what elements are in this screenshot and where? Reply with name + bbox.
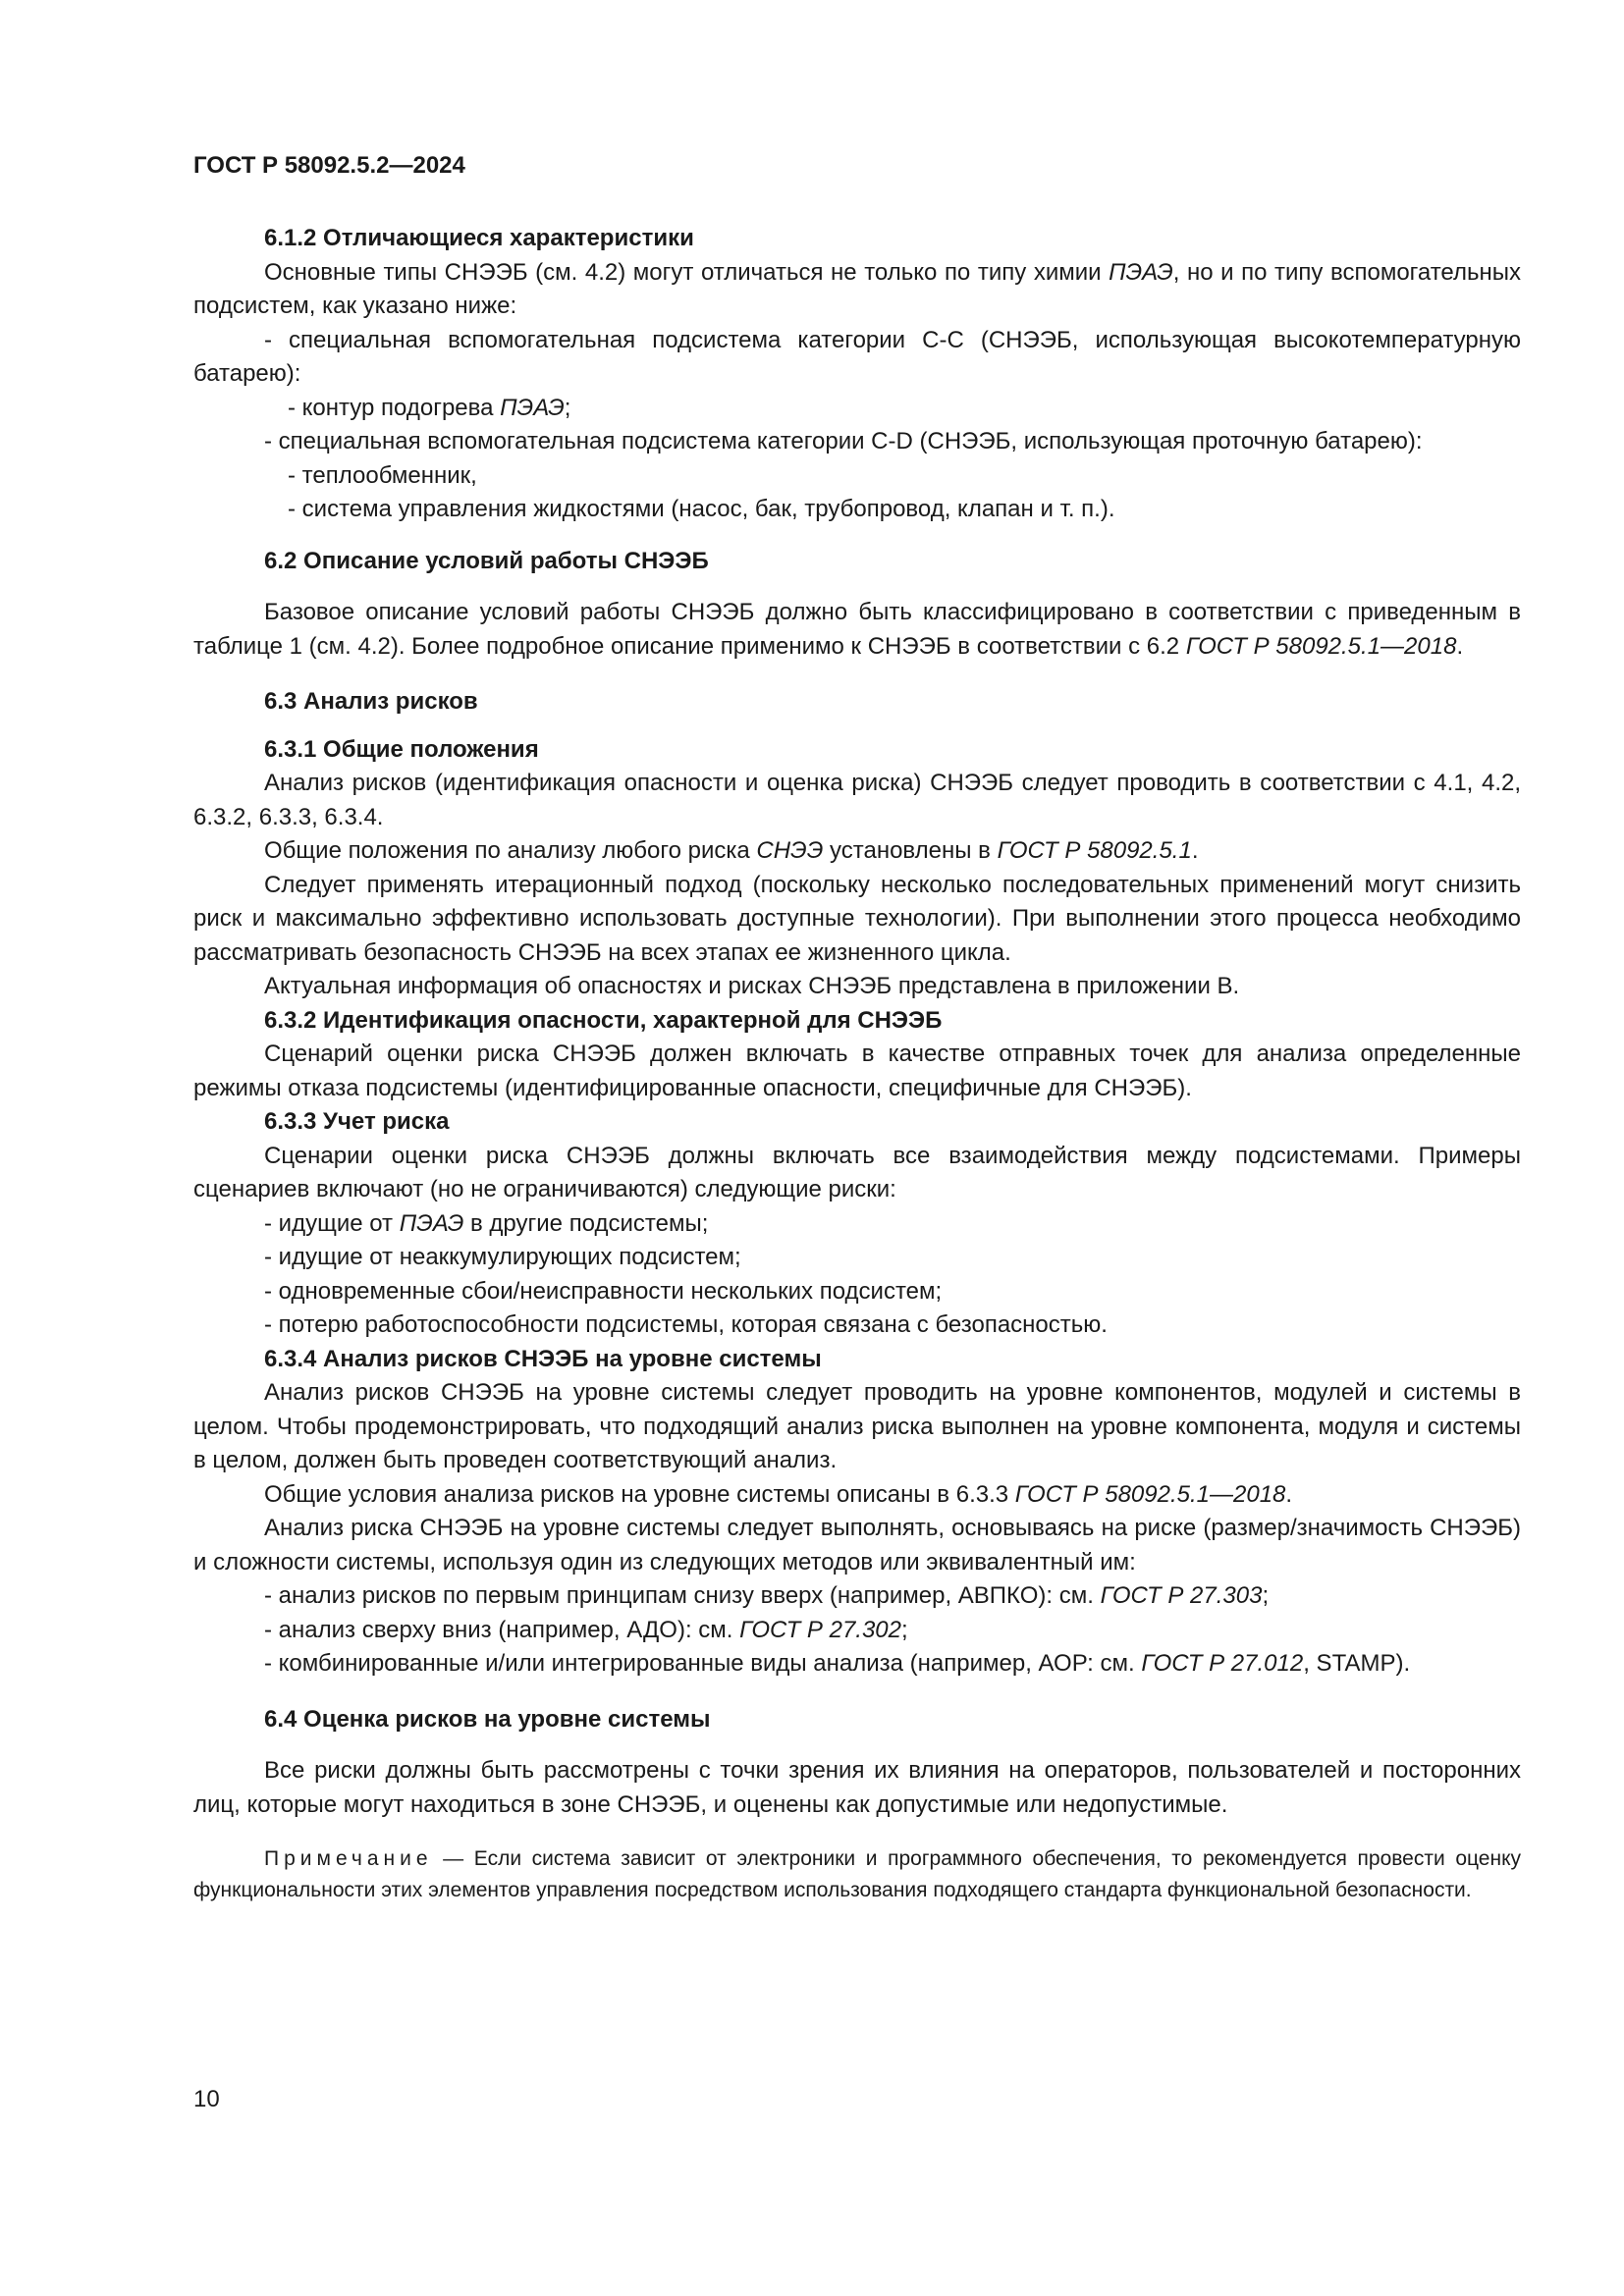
- list-item: - анализ рисков по первым принципам снизу вверх (например, АВПКО): см. ГОСТ Р 27.303;: [264, 1582, 1270, 1609]
- section-heading-6-2: 6.2 Описание условий работы СНЭЭБ: [264, 547, 709, 574]
- document-header: ГОСТ Р 58092.5.2—2024: [193, 152, 465, 179]
- paragraph: Анализ рисков (идентификация опасности и оценка риска) СНЭЭБ следует проводить в соответствии с 4.1, 4.2, 6.3.2, 6.3.3, 6.3.4.: [193, 770, 1521, 830]
- paragraph: Сценарии оценки риска СНЭЭБ должны включать все взаимодействия между подсистемами. Примеры сценариев включают (но не ограничиваются) следующие риски:: [193, 1142, 1521, 1202]
- section-heading-6-3-1: 6.3.1 Общие положения: [264, 735, 539, 763]
- list-item: - потерю работоспособности подсистемы, которая связана с безопасностью.: [264, 1311, 1108, 1338]
- paragraph: Базовое описание условий работы СНЭЭБ должно быть классифицировано в соответствии с приведенным в таблице 1 (см. 4.2). Более подробное описание применимо к СНЭЭБ в соответствии с 6.2 ГОСТ Р 58092.5.1—2018.: [193, 599, 1521, 660]
- list-subitem: - система управления жидкостями (насос, бак, трубопровод, клапан и т. п.).: [288, 496, 1115, 522]
- paragraph: Анализ рисков СНЭЭБ на уровне системы следует проводить на уровне компонентов, модулей и системы в целом. Чтобы продемонстрировать, что подходящий анализ риска выполнен на уровне компонента, модуля и системы в целом, должен быть проведен соответствующий анализ.: [193, 1379, 1521, 1473]
- list-item: - идущие от неаккумулирующих подсистем;: [264, 1244, 741, 1270]
- list-subitem: - контур подогрева ПЭАЭ;: [288, 394, 571, 421]
- paragraph: Сценарий оценки риска СНЭЭБ должен включать в качестве отправных точек для анализа определенные режимы отказа подсистемы (идентифицированные опасности, специфичные для СНЭЭБ).: [193, 1041, 1521, 1101]
- paragraph: Следует применять итерационный подход (поскольку несколько последовательных применений могут снизить риск и максимально эффективно использовать доступные технологии). При выполнении этого процесса необходимо рассматривать безопасность СНЭЭБ на всех этапах ее жизненного цикла.: [193, 871, 1521, 966]
- document-body: [193, 222, 1521, 1906]
- list-subitem: - теплообменник,: [288, 461, 477, 489]
- list-item: - специальная вспомогательная подсистема категории C-D (СНЭЭБ, использующая проточную батарею):: [264, 428, 1423, 454]
- section-heading-6-3-2: 6.3.2 Идентификация опасности, характерной для СНЭЭБ: [264, 1006, 943, 1034]
- section-heading-6-3: 6.3 Анализ рисков: [264, 688, 478, 715]
- page-number: 10: [193, 2086, 220, 2112]
- list-item: - специальная вспомогательная подсистема категории С-С (СНЭЭБ, использующая высокотемпературную батарею):: [193, 326, 1521, 387]
- list-item: - идущие от ПЭАЭ в другие подсистемы;: [264, 1209, 709, 1237]
- paragraph: Основные типы СНЭЭБ (см. 4.2) могут отличаться не только по типу химии ПЭАЭ, но и по типу вспомогательных подсистем, как указано ниже:: [193, 258, 1521, 319]
- paragraph: Все риски должны быть рассмотрены с точки зрения их влияния на операторов, пользователей и посторонних лиц, которые могут находиться в зоне СНЭЭБ, и оценены как допустимые или недопустимые.: [193, 1757, 1521, 1818]
- list-item: - комбинированные и/или интегрированные виды анализа (например, АОР: см. ГОСТ Р 27.012, STAMP).: [264, 1650, 1411, 1677]
- note-label: Примечание: [264, 1847, 433, 1870]
- note: [193, 1843, 1521, 1906]
- paragraph: Общие условия анализа рисков на уровне системы описаны в 6.3.3 ГОСТ Р 58092.5.1—2018.: [264, 1480, 1293, 1508]
- list-item: - анализ сверху вниз (например, АДО): см. ГОСТ Р 27.302;: [264, 1616, 908, 1643]
- section-heading-6-1-2: 6.1.2 Отличающиеся характеристики: [264, 225, 694, 251]
- note-text: — Если система зависит от электроники и программного обеспечения, то рекомендуется провести оценку функциональности этих элементов управления посредством использования подходящего стандарта функциональной безопасности.: [193, 1847, 1521, 1901]
- section-heading-6-4: 6.4 Оценка рисков на уровне системы: [264, 1705, 711, 1733]
- list-item: - одновременные сбои/неисправности нескольких подсистем;: [264, 1277, 943, 1305]
- paragraph: Общие положения по анализу любого риска СНЭЭ установлены в ГОСТ Р 58092.5.1.: [264, 837, 1199, 864]
- section-heading-6-3-3: 6.3.3 Учет риска: [264, 1108, 450, 1135]
- paragraph: Актуальная информация об опасностях и рисках СНЭЭБ представлена в приложении В.: [264, 973, 1240, 999]
- paragraph: Анализ риска СНЭЭБ на уровне системы следует выполнять, основываясь на риске (размер/значимость СНЭЭБ) и сложности системы, используя один из следующих методов или эквивалентный им:: [193, 1515, 1521, 1575]
- section-heading-6-3-4: 6.3.4 Анализ рисков СНЭЭБ на уровне системы: [264, 1345, 822, 1372]
